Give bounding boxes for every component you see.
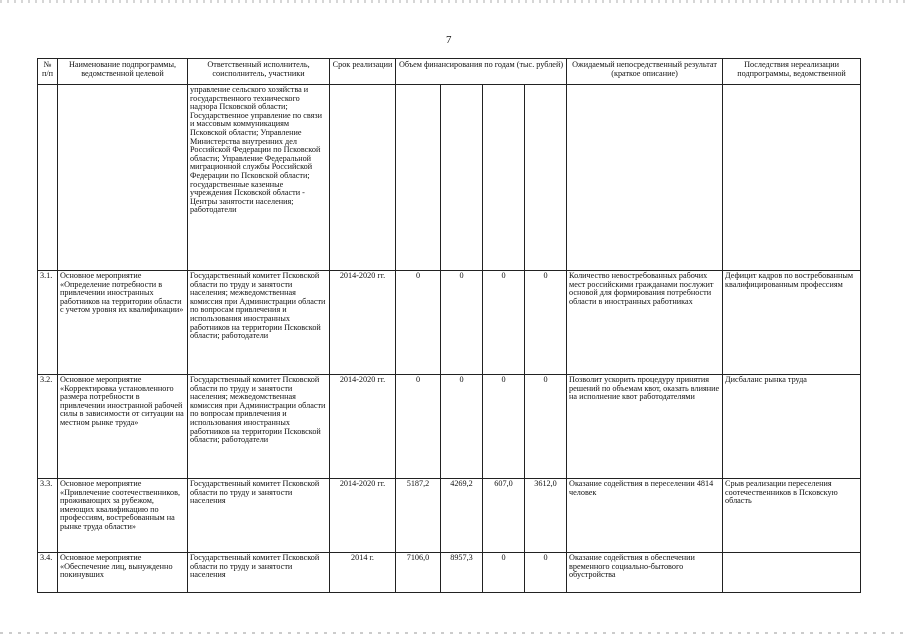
cell-result xyxy=(567,85,723,271)
scan-artifact-top xyxy=(0,0,905,3)
cell-name: Основное мероприятие «Определение потребности в привлечении иностранных работников на территории области с учетом уровня их квалификации» xyxy=(58,271,188,375)
cell-term: 2014 г. xyxy=(330,553,396,593)
cell-name: Основное мероприятие «Обеспечение лиц, вынужденно покинувших xyxy=(58,553,188,593)
cell-term xyxy=(330,85,396,271)
header-result: Ожидаемый непосредственный результат (краткое описание) xyxy=(567,59,723,85)
cell-v1 xyxy=(396,85,441,271)
cell-v2: 8957,3 xyxy=(441,553,483,593)
header-consequence: Последствия нереализации подпрограммы, ведомственной xyxy=(723,59,861,85)
cell-num: 3.4. xyxy=(38,553,58,593)
cell-v3: 0 xyxy=(483,553,525,593)
page-number: 7 xyxy=(446,34,452,46)
cell-exec: Государственный комитет Псковской области по труду и занятости населения; межведомственная комиссия при Администрации области по вопросам привлечения и использования иностранных работников на территории Псковской области; работодатели xyxy=(188,271,330,375)
cell-result: Оказание содействия в обеспечении временного социально-бытового обустройства xyxy=(567,553,723,593)
cell-num: 3.1. xyxy=(38,271,58,375)
header-num: № п/п xyxy=(38,59,58,85)
cell-consequence: Дефицит кадров по востребованным квалифицированным профессиям xyxy=(723,271,861,375)
cell-v1: 0 xyxy=(396,375,441,479)
cell-v3: 0 xyxy=(483,375,525,479)
cell-exec: Государственный комитет Псковской области по труду и занятости населения xyxy=(188,553,330,593)
cell-term: 2014-2020 гг. xyxy=(330,271,396,375)
cell-num xyxy=(38,85,58,271)
table-header-row xyxy=(38,59,861,85)
cell-term: 2014-2020 гг. xyxy=(330,479,396,553)
cell-consequence xyxy=(723,553,861,593)
cell-term: 2014-2020 гг. xyxy=(330,375,396,479)
cell-v1: 7106,0 xyxy=(396,553,441,593)
cell-v4: 0 xyxy=(525,375,567,479)
table-row xyxy=(38,479,861,553)
table-row xyxy=(38,271,861,375)
cell-consequence xyxy=(723,85,861,271)
program-table xyxy=(37,58,861,593)
cell-result: Оказание содействия в переселении 4814 человек xyxy=(567,479,723,553)
cell-exec: Государственный комитет Псковской области по труду и занятости населения; межведомственная комиссия при Администрации области по вопросам привлечения и использования иностранных работников на территории Псковской области; работодатели xyxy=(188,375,330,479)
cell-exec: Государственный комитет Псковской области по труду и занятости населения xyxy=(188,479,330,553)
cell-v4: 3612,0 xyxy=(525,479,567,553)
header-exec: Ответственный исполнитель, соисполнитель, участники xyxy=(188,59,330,85)
cell-exec: управление сельского хозяйства и государственного технического надзора Псковской области; Государственное управление по связи и массовым коммуникациям Псковской области; Управление Министерства внутренних дел Российской Федерации по Псковской области; Управление Федеральной миграционной службы Российской Федерации по Псковской области; государственные казенные учреждения Псковской области - Центры занятости населения; работодатели xyxy=(188,85,330,271)
cell-v1: 5187,2 xyxy=(396,479,441,553)
table-row xyxy=(38,375,861,479)
table-row xyxy=(38,85,861,271)
cell-num: 3.2. xyxy=(38,375,58,479)
cell-v4: 0 xyxy=(525,553,567,593)
cell-v1: 0 xyxy=(396,271,441,375)
cell-result: Позволит ускорить процедуру принятия решений по объемам квот, оказать влияние на исполнение квот работодателями xyxy=(567,375,723,479)
cell-v2: 4269,2 xyxy=(441,479,483,553)
header-name: Наименование подпрограммы, ведомственной целевой xyxy=(58,59,188,85)
cell-v3 xyxy=(483,85,525,271)
cell-name: Основное мероприятие «Корректировка установленного размера потребности в привлечении иностранной рабочей силы в зависимости от ситуации на местном рынке труда» xyxy=(58,375,188,479)
cell-v4: 0 xyxy=(525,271,567,375)
cell-v3: 0 xyxy=(483,271,525,375)
cell-name: Основное мероприятие «Привлечение соотечественников, проживающих за рубежом, имеющих квалификацию по профессиям, востребованным на рынке труда области» xyxy=(58,479,188,553)
header-term: Срок реализации xyxy=(330,59,396,85)
table-row xyxy=(38,553,861,593)
header-financing: Объем финансирования по годам (тыс. рублей) xyxy=(396,59,567,85)
cell-consequence: Дисбаланс рынка труда xyxy=(723,375,861,479)
cell-result: Количество невостребованных рабочих мест российскими гражданами послужит основой для формирования потребности области в иностранных работниках xyxy=(567,271,723,375)
cell-v4 xyxy=(525,85,567,271)
cell-v2: 0 xyxy=(441,271,483,375)
cell-v2: 0 xyxy=(441,375,483,479)
cell-consequence: Срыв реализации переселения соотечественников в Псковскую область xyxy=(723,479,861,553)
cell-v2 xyxy=(441,85,483,271)
cell-v3: 607,0 xyxy=(483,479,525,553)
cell-num: 3.3. xyxy=(38,479,58,553)
scan-artifact-bottom xyxy=(0,632,905,634)
cell-name xyxy=(58,85,188,271)
